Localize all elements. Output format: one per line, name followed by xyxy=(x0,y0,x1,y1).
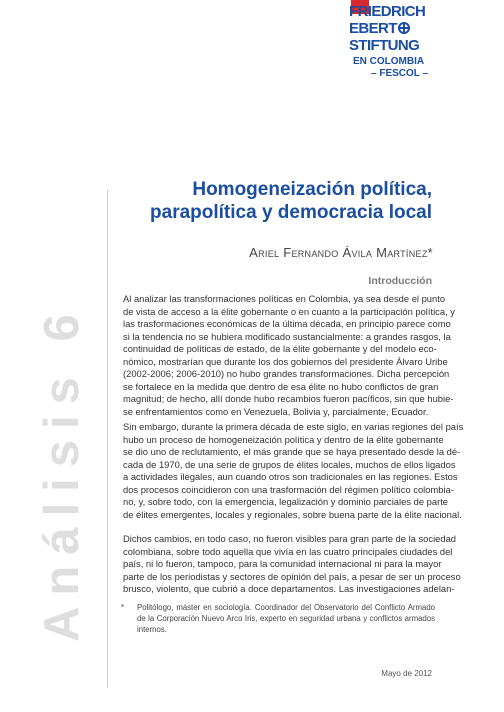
paragraph-line: magnitud; de hecho, allí donde hubo recambios fueron pacíficos, sin que hubie- xyxy=(123,393,454,405)
author-name: Ariel Fernando Ávila Martínez* xyxy=(249,245,433,260)
paragraph-line: se enfrentamientos como en Venezuela, Bolivia y, parcialmente, Ecuador. xyxy=(123,405,429,417)
paragraph-line: continuidad de políticas de estado, de la élite gobernante y del modelo eco- xyxy=(123,343,437,355)
section-heading: Introducción xyxy=(368,275,432,287)
footnote-line: internos. xyxy=(137,625,167,634)
series-label: Análisis 6 xyxy=(35,303,89,642)
paragraph-line: Dichos cambios, en todo caso, no fueron visibles para gran parte de la sociedad xyxy=(123,533,457,544)
document-title xyxy=(112,178,432,224)
footnote xyxy=(123,602,435,635)
paragraph-line: parte de los periodistas y sectores de opinión del país, a pesar de ser un proceso xyxy=(123,570,461,582)
publication-date: Mayo de 2012 xyxy=(381,669,432,678)
paragraph-line: de vista de acceso a la élite gobernante o en cuanto a la participación política, y xyxy=(123,305,455,317)
paragraph-line: de élites emergentes, locales y regionales, sobre buena parte de la élite nacional. xyxy=(123,508,462,520)
logo-line-1: FRIEDRICH xyxy=(349,3,426,20)
paragraph-line: nómico, mostrarían que durante los dos gobiernos del presidente Álvaro Uribe xyxy=(123,355,448,367)
paragraph-line: no, y, sobre todo, con la emergencia, legalización y dominio parciales de parte xyxy=(123,496,449,508)
paragraph-line: (2002-2006; 2006-2010) no hubo grandes transformaciones. Dicha percepción xyxy=(123,368,450,380)
vertical-divider xyxy=(107,190,108,688)
paragraph-line: a actividades ilegales, aun cuando otros son tradicionales en las regiones. Estos xyxy=(123,471,458,483)
paragraph-line: país, ni lo fueron, tampoco, para la comunidad internacional ni para la mayor xyxy=(123,558,442,570)
footnote-line: de la Corporación Nuevo Arco Iris, experto en seguridad urbana y conflictos armados xyxy=(137,614,435,623)
paragraph-line: Sin embargo, durante la primera década de este siglo, en varias regiones del país xyxy=(123,421,464,432)
logo-line-5: – FESCOL – xyxy=(371,68,429,79)
paragraph-line: Al analizar las transformaciones políticas en Colombia, ya sea desde el punto xyxy=(123,293,446,304)
title-line-1: Homogeneización política, xyxy=(192,179,432,200)
paragraph-3 xyxy=(123,533,461,596)
paragraph-line: se dio uno de reclutamiento, el más grande que se haya presentado desde la dé- xyxy=(123,446,461,458)
footnote-mark: * xyxy=(121,603,125,612)
paragraph-line: colombiana, sobre todo aquella que vivía en las cuatro principales ciudades del xyxy=(123,545,453,557)
logo-line-4: EN COLOMBIA xyxy=(353,56,425,67)
paragraph-2 xyxy=(123,421,464,521)
paragraph-line: hubo un proceso de homogeneización política y dentro de la élite gobernante xyxy=(123,433,444,445)
logo-line-3: STIFTUNG xyxy=(349,37,420,54)
logo-line-2: EBERT xyxy=(349,20,397,37)
paragraph-line: brusco, violento, que cubrió a doce departamentos. Las investigaciones adelan- xyxy=(123,583,455,595)
footnote-line: Politólogo, máster en sociología. Coordinador del Observatorio del Conflicto Armado xyxy=(137,603,435,612)
paragraph-line: se fortalece en la medida que dentro de esa élite no hubo conflictos de gran xyxy=(123,380,439,392)
globe-icon xyxy=(398,22,410,34)
paragraph-line: las trasformaciones económicas de la última década, en principio parece como xyxy=(123,318,451,330)
paragraph-1 xyxy=(123,293,455,418)
paragraph-line: dos procesos coincidieron con una trasformación del régimen político colombia- xyxy=(123,483,454,495)
paragraph-line: cada de 1970, de una serie de grupos de élites locales, muchos de ellos ligados xyxy=(123,458,456,470)
title-line-2: parapolítica y democracia local xyxy=(150,202,432,223)
paragraph-line: si la tendencia no se hubiera modificado sustancialmente: a grandes rasgos, la xyxy=(123,330,451,342)
